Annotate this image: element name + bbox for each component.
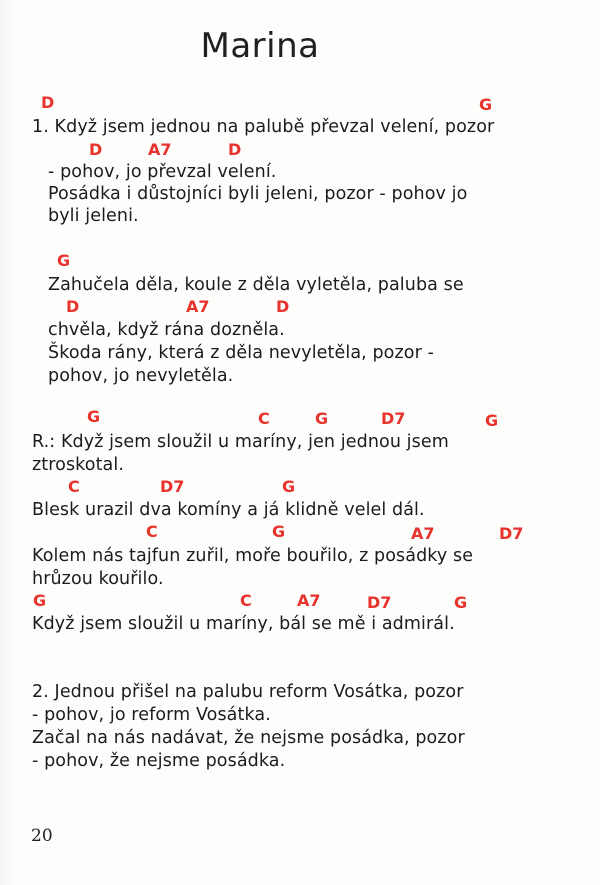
chord: D [89, 140, 103, 159]
chord: D7 [381, 409, 406, 428]
lyric-line: 2. Jednou přišel na palubu reform Vosátka, pozor [32, 682, 464, 702]
lyric-line: Škoda rány, která z děla nevyletěla, pozor - [48, 343, 434, 363]
chord: G [479, 95, 493, 114]
lyric-line: - pohov, že nejsme posádka. [32, 751, 286, 771]
chord: C [146, 522, 158, 541]
chord: A7 [148, 140, 172, 159]
lyric-line: Posádka i důstojníci byli jeleni, pozor - pohov jo [48, 184, 468, 204]
song-title: Marina [200, 26, 320, 66]
chord: G [282, 477, 296, 496]
page-number: 20 [31, 826, 53, 846]
lyric-line: Zahučela děla, koule z děla vyletěla, paluba se [48, 275, 464, 295]
lyric-line: Když jsem sloužil u maríny, bál se mě i admirál. [32, 614, 455, 634]
chord: C [68, 477, 80, 496]
chord: G [272, 522, 286, 541]
chord: D [66, 297, 80, 316]
chord: G [87, 407, 101, 426]
chord: D [41, 93, 55, 112]
chord: C [240, 591, 252, 610]
chord: D7 [499, 524, 524, 543]
chord: G [454, 593, 468, 612]
chord: D7 [160, 477, 185, 496]
chord: A7 [186, 297, 210, 316]
chord: A7 [297, 591, 321, 610]
chord: D [228, 140, 242, 159]
lyric-line: chvěla, když rána dozněla. [48, 320, 285, 340]
lyric-line: byli jeleni. [48, 206, 139, 226]
lyric-line: R.: Když jsem sloužil u maríny, jen jednou jsem [32, 432, 449, 452]
chord: C [258, 409, 270, 428]
chord: D [276, 297, 290, 316]
lyric-line: Blesk urazil dva komíny a já klidně velel dál. [32, 500, 425, 520]
chord: G [57, 251, 71, 270]
chord: D7 [367, 593, 392, 612]
chord: G [315, 409, 329, 428]
lyric-line: ztroskotal. [32, 455, 125, 475]
lyric-line: Kolem nás tajfun zuřil, moře bouřilo, z posádky se [32, 546, 474, 566]
lyric-line: - pohov, jo reform Vosátka. [32, 705, 271, 725]
lyric-line: Začal na nás nadávat, že nejsme posádka, pozor [32, 728, 465, 748]
lyric-line: 1. Když jsem jednou na palubě převzal velení, pozor [32, 117, 495, 137]
lyric-line: pohov, jo nevyletěla. [48, 366, 234, 386]
chord: G [485, 411, 499, 430]
lyric-line: - pohov, jo převzal velení. [48, 162, 277, 182]
chord: A7 [411, 524, 435, 543]
lyric-line: hrůzou kouřilo. [32, 569, 164, 589]
chord: G [33, 591, 47, 610]
